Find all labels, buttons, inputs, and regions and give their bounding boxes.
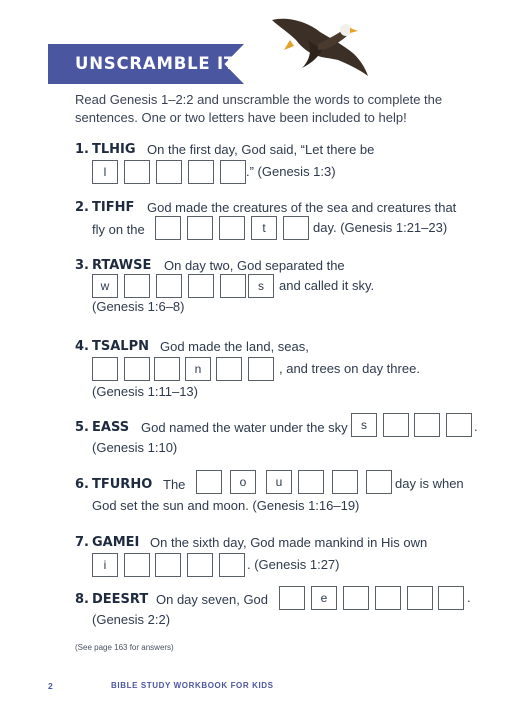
item-6-number: 6. xyxy=(75,477,89,492)
item-6-box-1[interactable] xyxy=(196,470,222,494)
intro-line-2: sentences. One or two letters have been included to help! xyxy=(75,110,407,125)
item-5-box-3[interactable] xyxy=(414,413,440,437)
item-1-box-3[interactable] xyxy=(156,160,182,184)
item-1-ref: .” (Genesis 1:3) xyxy=(246,164,336,179)
item-3-text: On day two, God separated the xyxy=(164,258,345,273)
item-8-number: 8. xyxy=(75,592,89,607)
item-4-box-1[interactable] xyxy=(92,357,118,381)
item-7-box-4[interactable] xyxy=(187,553,213,577)
item-3-ref: (Genesis 1:6–8) xyxy=(92,299,185,314)
item-8-box-5[interactable] xyxy=(407,586,433,610)
item-2-box-3[interactable] xyxy=(219,216,245,240)
item-1-box-1[interactable]: l xyxy=(92,160,118,184)
item-4-box-5[interactable] xyxy=(216,357,242,381)
item-2-number: 2. xyxy=(75,200,89,215)
item-4-box-6[interactable] xyxy=(248,357,274,381)
item-5-box-4[interactable] xyxy=(446,413,472,437)
item-7-box-3[interactable] xyxy=(155,553,181,577)
item-5-ref: (Genesis 1:10) xyxy=(92,440,178,455)
item-6-box-3[interactable]: u xyxy=(266,470,292,494)
item-2-text: God made the creatures of the sea and creatures that xyxy=(147,200,457,215)
item-4-box-2[interactable] xyxy=(124,357,150,381)
item-6-box-2[interactable]: o xyxy=(230,470,256,494)
item-3-box-1[interactable]: w xyxy=(92,274,118,298)
item-2-box-4[interactable]: t xyxy=(251,216,277,240)
page-title: UNSCRAMBLE IT! xyxy=(75,54,245,73)
item-7-scramble: GAMEI xyxy=(92,535,140,550)
item-4-number: 4. xyxy=(75,339,89,354)
book-title: BIBLE STUDY WORKBOOK FOR KIDS xyxy=(111,681,274,690)
item-1-scramble: TLHIG xyxy=(92,142,136,157)
flying-bird-icon xyxy=(268,10,370,80)
item-4-ref: (Genesis 1:11–13) xyxy=(92,384,198,399)
item-5-period: . xyxy=(474,419,478,434)
item-1-box-5[interactable] xyxy=(220,160,246,184)
item-5-text: God named the water under the sky xyxy=(141,420,348,435)
item-8-period: . xyxy=(467,590,471,605)
item-8-box-4[interactable] xyxy=(375,586,401,610)
item-7-box-1[interactable]: i xyxy=(92,553,118,577)
answers-note: (See page 163 for answers) xyxy=(75,643,174,652)
item-7-ref: . (Genesis 1:27) xyxy=(247,557,340,572)
item-3-box-5[interactable] xyxy=(220,274,246,298)
item-8-text: On day seven, God xyxy=(156,592,269,607)
item-8-box-1[interactable] xyxy=(279,586,305,610)
item-6-text: The xyxy=(163,477,186,492)
item-1-number: 1. xyxy=(75,142,89,157)
item-3-box-3[interactable] xyxy=(156,274,182,298)
item-6-text-after: day is when xyxy=(395,476,464,491)
item-3-box-4[interactable] xyxy=(188,274,214,298)
item-4-box-4[interactable]: n xyxy=(185,357,211,381)
item-2-box-1[interactable] xyxy=(155,216,181,240)
item-2-text-before: fly on the xyxy=(92,222,145,237)
item-6-box-4[interactable] xyxy=(298,470,324,494)
item-8-box-2[interactable]: e xyxy=(311,586,337,610)
item-6-box-5[interactable] xyxy=(332,470,358,494)
item-5-box-1[interactable]: s xyxy=(351,413,377,437)
item-3-box-6[interactable]: s xyxy=(248,274,274,298)
page-number: 2 xyxy=(48,681,53,691)
item-7-number: 7. xyxy=(75,535,89,550)
item-3-box-2[interactable] xyxy=(124,274,150,298)
item-3-scramble: RTAWSE xyxy=(92,258,152,273)
item-5-box-2[interactable] xyxy=(383,413,409,437)
item-8-box-6[interactable] xyxy=(438,586,464,610)
item-1-box-2[interactable] xyxy=(124,160,150,184)
item-4-text-after: , and trees on day three. xyxy=(279,361,420,376)
item-2-scramble: TIFHF xyxy=(92,200,135,215)
item-3-number: 3. xyxy=(75,258,89,273)
item-3-text-after: and called it sky. xyxy=(279,278,375,293)
item-2-box-2[interactable] xyxy=(187,216,213,240)
item-8-box-3[interactable] xyxy=(343,586,369,610)
item-7-box-5[interactable] xyxy=(219,553,245,577)
item-2-ref: day. (Genesis 1:21–23) xyxy=(313,220,448,235)
item-1-text: On the first day, God said, “Let there be xyxy=(147,142,375,157)
item-8-ref: (Genesis 2:2) xyxy=(92,612,171,627)
item-4-text: God made the land, seas, xyxy=(160,339,309,354)
item-4-scramble: TSALPN xyxy=(92,339,149,354)
item-4-box-3[interactable] xyxy=(154,357,180,381)
item-5-scramble: EASS xyxy=(92,420,130,435)
item-5-number: 5. xyxy=(75,420,89,435)
intro-line-1: Read Genesis 1–2:2 and unscramble the words to complete the xyxy=(75,92,443,107)
item-2-box-5[interactable] xyxy=(283,216,309,240)
item-6-scramble: TFURHO xyxy=(92,477,153,492)
item-6-box-6[interactable] xyxy=(366,470,392,494)
item-8-scramble: DEESRT xyxy=(92,592,149,607)
item-7-box-2[interactable] xyxy=(124,553,150,577)
item-7-text: On the sixth day, God made mankind in His own xyxy=(150,535,428,550)
item-6-ref: God set the sun and moon. (Genesis 1:16–19) xyxy=(92,498,360,513)
item-1-box-4[interactable] xyxy=(188,160,214,184)
